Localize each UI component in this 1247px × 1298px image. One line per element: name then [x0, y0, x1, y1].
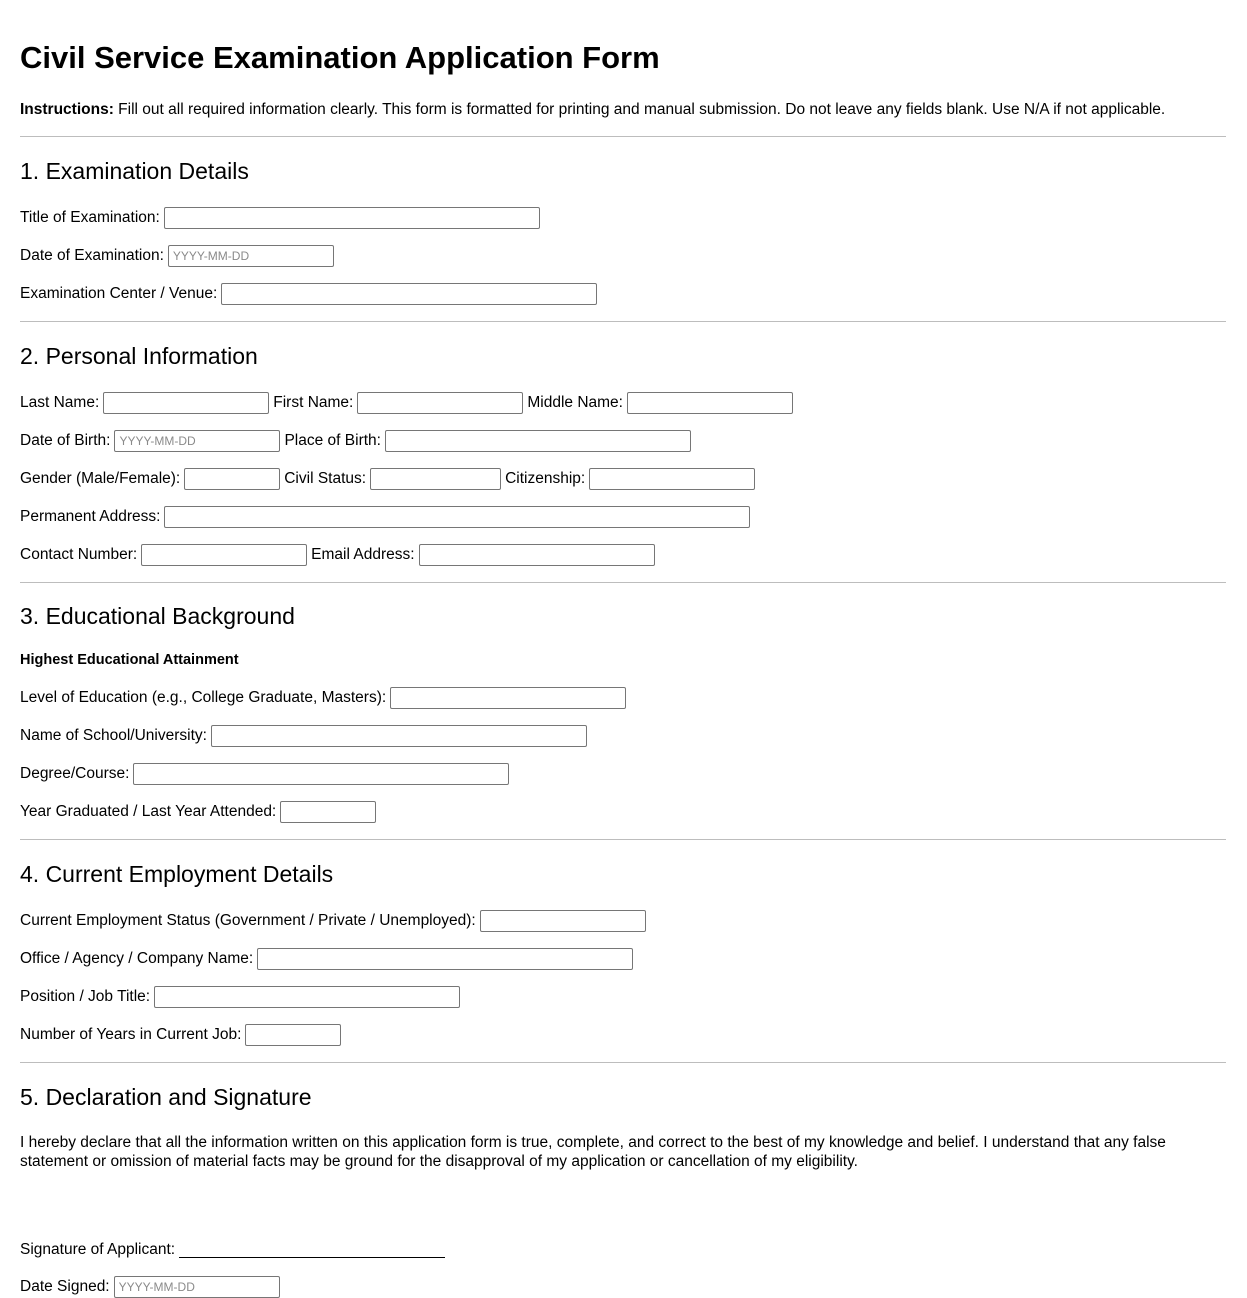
date-signed-label: Date Signed:	[20, 1278, 110, 1295]
first-name-input[interactable]	[357, 392, 523, 414]
divider	[20, 136, 1226, 137]
employment-status-input[interactable]	[480, 910, 646, 932]
signature-row	[20, 1239, 445, 1261]
instructions-text: Fill out all required information clearly. This form is formatted for printing and manual submission. Do not leave any fields blank. Use N/A if not applicable.	[113, 101, 1166, 118]
address-input[interactable]	[164, 506, 750, 528]
email-label: Email Address:	[311, 546, 415, 563]
last-name-label: Last Name:	[20, 394, 100, 411]
signature-label: Signature of Applicant:	[20, 1241, 176, 1258]
school-label: Name of School/University:	[20, 727, 207, 744]
exam-venue-input[interactable]	[221, 283, 597, 305]
school-input[interactable]	[211, 725, 587, 747]
date-signed-row	[20, 1276, 280, 1298]
divider	[20, 582, 1226, 583]
years-input[interactable]	[245, 1024, 341, 1046]
exam-venue-row	[20, 283, 597, 305]
civil-status-input[interactable]	[370, 468, 501, 490]
contact-label: Contact Number:	[20, 546, 138, 563]
exam-date-label: Date of Examination:	[20, 247, 164, 264]
dob-label: Date of Birth:	[20, 432, 111, 449]
exam-title-input[interactable]	[164, 207, 540, 229]
year-graduated-input[interactable]	[280, 801, 376, 823]
office-input[interactable]	[257, 948, 633, 970]
address-label: Permanent Address:	[20, 508, 161, 525]
status-row	[20, 468, 755, 490]
civil-status-label: Civil Status:	[284, 470, 367, 487]
years-label: Number of Years in Current Job:	[20, 1026, 242, 1043]
exam-venue-label: Examination Center / Venue:	[20, 285, 218, 302]
year-graduated-row	[20, 801, 376, 823]
exam-title-label: Title of Examination:	[20, 209, 160, 226]
office-row	[20, 948, 633, 970]
degree-label: Degree/Course:	[20, 765, 130, 782]
contact-row	[20, 544, 655, 566]
name-row	[20, 392, 793, 414]
date-signed-input[interactable]	[114, 1276, 280, 1298]
divider	[20, 321, 1226, 322]
divider	[20, 1062, 1226, 1063]
education-level-label: Level of Education (e.g., College Graduate, Masters):	[20, 689, 387, 706]
position-label: Position / Job Title:	[20, 988, 151, 1005]
degree-input[interactable]	[133, 763, 509, 785]
section-heading-declaration: 5. Declaration and Signature	[20, 1084, 312, 1110]
section-heading-employment: 4. Current Employment Details	[20, 861, 334, 887]
exam-date-input[interactable]	[168, 245, 334, 267]
section-heading-personal: 2. Personal Information	[20, 343, 258, 369]
last-name-input[interactable]	[103, 392, 269, 414]
dob-input[interactable]	[114, 430, 280, 452]
birth-row	[20, 430, 691, 452]
employment-status-label: Current Employment Status (Government / Private / Unemployed):	[20, 912, 476, 929]
middle-name-input[interactable]	[627, 392, 793, 414]
exam-title-row	[20, 207, 540, 229]
degree-row	[20, 763, 509, 785]
education-level-input[interactable]	[390, 687, 626, 709]
signature-line[interactable]	[179, 1243, 445, 1258]
divider	[20, 839, 1226, 840]
year-graduated-label: Year Graduated / Last Year Attended:	[20, 803, 277, 820]
school-row	[20, 725, 587, 747]
section-heading-education: 3. Educational Background	[20, 603, 295, 629]
position-row	[20, 986, 460, 1008]
citizenship-label: Citizenship:	[505, 470, 586, 487]
employment-status-row	[20, 910, 646, 932]
middle-name-label: Middle Name:	[527, 394, 623, 411]
education-subheading: Highest Educational Attainment	[20, 652, 239, 668]
first-name-label: First Name:	[273, 394, 354, 411]
citizenship-input[interactable]	[589, 468, 755, 490]
declaration-text: I hereby declare that all the information written on this application form is true, complete, and correct to the best of my knowledge and belief. I understand that any false statement or omission of material facts may be ground for the disapproval of my application or cancellation of my eligibility.	[20, 1134, 1166, 1170]
pob-input[interactable]	[385, 430, 691, 452]
position-input[interactable]	[154, 986, 460, 1008]
years-row	[20, 1024, 341, 1046]
education-level-row	[20, 687, 626, 709]
contact-input[interactable]	[141, 544, 307, 566]
section-heading-exam: 1. Examination Details	[20, 158, 249, 184]
pob-label: Place of Birth:	[284, 432, 381, 449]
office-label: Office / Agency / Company Name:	[20, 950, 254, 967]
instructions-lead: Instructions:	[20, 101, 114, 118]
exam-date-row	[20, 245, 334, 267]
gender-input[interactable]	[184, 468, 280, 490]
address-row	[20, 506, 750, 528]
email-input[interactable]	[419, 544, 655, 566]
page-title: Civil Service Examination Application Form	[20, 40, 660, 75]
gender-label: Gender (Male/Female):	[20, 470, 181, 487]
instructions	[20, 101, 1165, 119]
